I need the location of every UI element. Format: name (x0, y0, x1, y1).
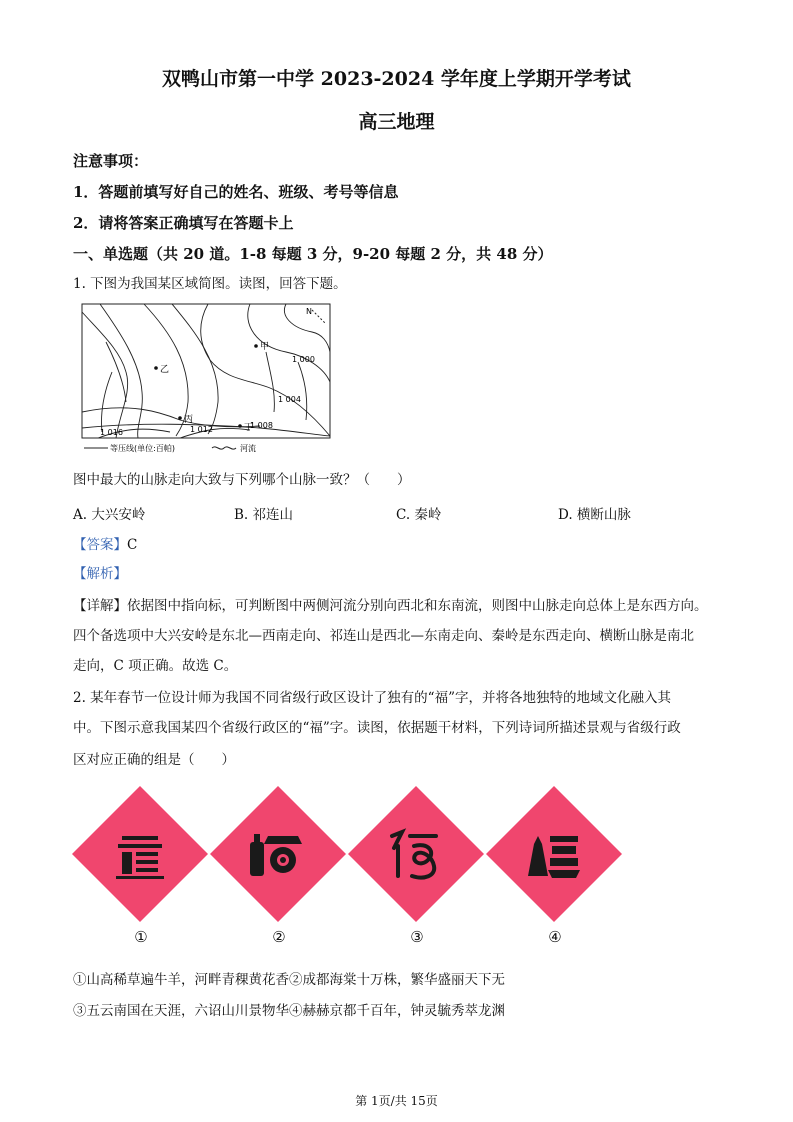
north-label: N (306, 307, 312, 316)
q2-stem-1: 2. 某年春节一位设计师为我国不同省级行政区设计了独有的“福”字，并将各地独特的地域文化融入其 (73, 690, 671, 706)
fu-diamonds (72, 784, 624, 926)
isobar-1012: 1 012 (190, 425, 213, 434)
place-ding: 丁 (244, 423, 254, 433)
q2-stem-3: 区对应正确的组是（ ） (73, 752, 235, 768)
section-heading: 一、单选题（共 20 道。1-8 每题 3 分，9-20 每题 2 分，共 48 分） (73, 245, 553, 263)
fu-label-4: ④ (548, 928, 562, 946)
isobar-1000: 1 000 (292, 355, 315, 364)
answer-value: C (127, 537, 138, 553)
analysis-label: 【解析】 (73, 566, 127, 582)
isobar-1008: 1 008 (250, 421, 273, 430)
q1-stem: 1. 下图为我国某区域简图。读图，回答下题。 (73, 276, 347, 292)
q1-option-a: A. 大兴安岭 (73, 507, 146, 523)
isobar-1004: 1 004 (278, 395, 301, 404)
detail-line-1: 【详解】依据图中指向标，可判断图中两侧河流分别向西北和东南流，则图中山脉走向总体上是东西方向。 (73, 598, 708, 614)
place-bing: 丙 (184, 415, 194, 425)
q2-stem-2: 中。下图示意我国某四个省级行政区的“福”字。读图，依据题干材料，下列诗词所描述景观与省级行政 (73, 720, 681, 736)
poem-line-1: ①山高稀草遍牛羊，河畔青稞黄花香②成都海棠十万株，繁华盛丽天下无 (73, 972, 505, 988)
fu-label-3: ③ (410, 928, 424, 946)
q1-question: 图中最大的山脉走向大致与下列哪个山脉一致？（ ） (73, 472, 411, 488)
fu-diamond-4 (486, 786, 622, 922)
note-item-1: 1．答题前填写好自己的姓名、班级、考号等信息 (73, 183, 399, 201)
place-yi: 乙 (160, 365, 170, 375)
exam-title: 双鸭山市第一中学 2023-2024 学年度上学期开学考试 (162, 68, 631, 90)
notes-heading: 注意事项： (73, 152, 149, 170)
exam-subtitle: 高三地理 (358, 111, 435, 133)
answer-label: 【答案】 (73, 537, 127, 553)
isobar-1016: 1 016 (100, 428, 123, 437)
fu-label-2: ② (272, 928, 286, 946)
place-jia: 甲 (260, 342, 270, 352)
note-item-2: 2．请将答案正确填写在答题卡上 (73, 214, 294, 232)
region-map (80, 302, 336, 454)
q1-answer (73, 535, 137, 555)
fu-diamond-1 (72, 786, 208, 922)
poem-line-2: ③五云南国在天涯，六诏山川景物华④赫赫京都千百年，钟灵毓秀萃龙渊 (73, 1003, 505, 1019)
legend-river: 河流 (240, 444, 256, 453)
detail-line-3: 走向，C 项正确。故选 C。 (73, 658, 238, 674)
fu-label-1: ① (134, 928, 148, 946)
page-number: 第 1页/共 15页 (355, 1094, 438, 1108)
legend-isobar: 等压线(单位:百帕) (110, 444, 175, 453)
fu-diamond-2 (210, 786, 346, 922)
detail-line-2: 四个备选项中大兴安岭是东北—西南走向、祁连山是西北—东南走向、秦岭是东西走向、横断山脉是南北 (73, 628, 694, 644)
q1-option-c: C. 秦岭 (396, 507, 442, 523)
q1-option-d: D. 横断山脉 (558, 507, 631, 523)
q1-option-b: B. 祁连山 (234, 507, 294, 523)
fu-diamond-3 (348, 786, 484, 922)
